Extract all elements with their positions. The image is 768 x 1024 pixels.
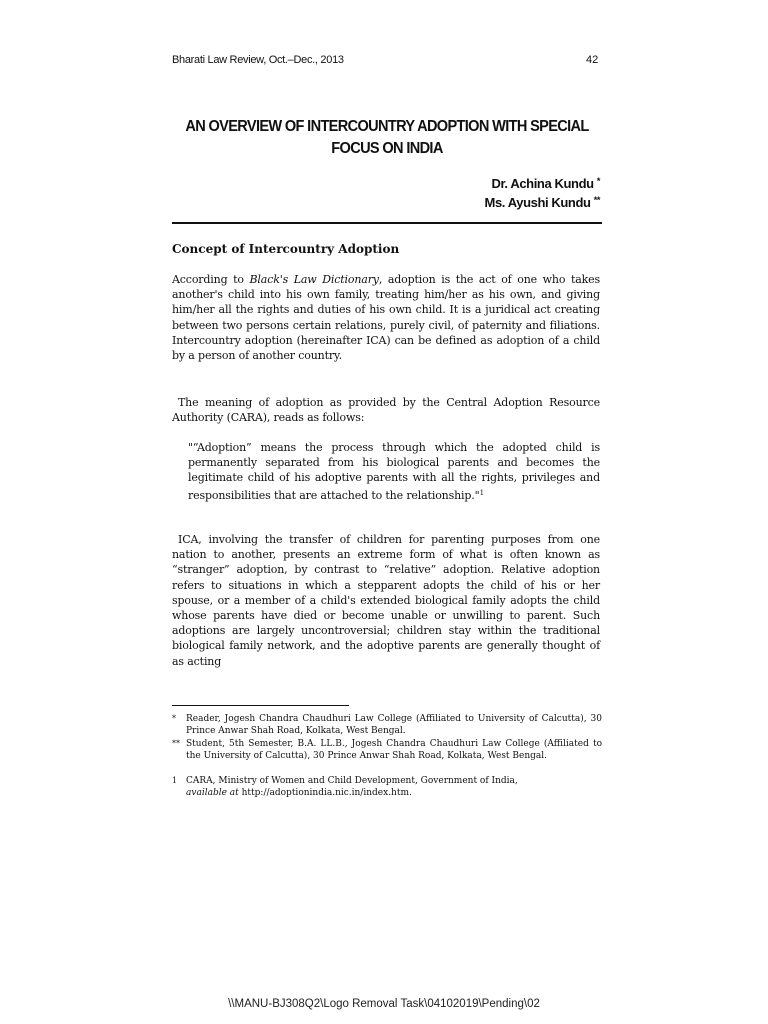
section-heading: Concept of Intercountry Adoption <box>172 242 400 256</box>
title-line-1: AN OVERVIEW OF INTERCOUNTRY ADOPTION WITH SPECIAL <box>185 118 589 135</box>
journal-header: Bharati Law Review, Oct.–Dec., 2013 <box>172 54 344 66</box>
paragraph-3: ICA, involving the transfer of children for parenting purposes from one nation to another, presents an extreme form of what is often known as “stranger” adoption, by contrast to “relative” adoption. Relative adoption refers to situations in which a stepparent adopts the child of his or her spouse, or a member of a child's extended biological family adopts the child whose parents have died or become unable or unwilling to parent. Such adoptions are largely uncontroversial; children stay within the traditional biological family network, and the adoptive parents are generally thought of as acting <box>172 533 600 668</box>
footnote-1-text: Reader, Jogesh Chandra Chaudhuri Law College (Affiliated to University of Calcutta), 30 Prince Anwar Shah Road, Kolkata, West Bengal. <box>186 714 602 736</box>
author-2-name: Ms. Ayushi Kundu <box>484 195 591 210</box>
author-1 <box>491 176 600 191</box>
author-2-mark: ** <box>593 195 600 205</box>
footnote-2-mark: ** <box>172 739 180 748</box>
article-title <box>185 116 589 160</box>
author-1-name: Dr. Achina Kundu <box>491 176 594 191</box>
paragraph-1 <box>172 272 600 363</box>
quote-text: "“Adoption” means the process through which the adopted child is permanently separated from his biological parents and becomes the legitimate child of his adoptive parents with all the rights, privileges and responsibilities that are attached to the relationship." <box>188 441 600 502</box>
title-line-2: FOCUS ON INDIA <box>331 140 443 157</box>
paragraph-2: The meaning of adoption as provided by the Central Adoption Resource Authority (CARA), reads as follows: <box>172 396 600 425</box>
author-2 <box>485 195 600 210</box>
page-number: 42 <box>586 54 599 66</box>
footnote-3-text <box>186 775 602 799</box>
footnote-2-text: Student, 5th Semester, B.A. LL.B., Jogesh Chandra Chaudhuri Law College (Affiliated to the University of Calcutta), 30 Prince Anwar Shah Road, Kolkata, West Bengal. <box>186 739 602 761</box>
footnote-3-line1: CARA, Ministry of Women and Child Development, Government of India, <box>186 776 518 786</box>
footnote-3-italic: available at <box>186 788 239 798</box>
footnote-3-url[interactable]: http://adoptionindia.nic.in/index.htm. <box>241 788 412 798</box>
file-path-footer: \\MANU-BJ308Q2\Logo Removal Task\04102019\Pending\02 <box>228 998 540 1010</box>
title-divider <box>172 222 602 224</box>
p1-post: , adoption is the act of one who takes another's child into his own family, treating him/her as his own, and giving him/her all the rights and duties of his own child. It is a juridical act creating between two persons certain relations, purely civil, of paternity and filiations. Intercountry adoption (hereinafter ICA) can be defined as adoption of a child by a person of another country. <box>172 273 600 363</box>
p1-pre: According to <box>172 273 250 286</box>
quote-footnote-ref[interactable]: 1 <box>479 488 484 497</box>
footnote-divider <box>172 705 349 706</box>
p1-italic: Black's Law Dictionary <box>249 273 379 286</box>
footnote-3-mark: 1 <box>172 776 178 785</box>
footnote-1-mark: * <box>172 714 176 723</box>
block-quote <box>188 440 600 503</box>
author-1-mark: * <box>596 176 600 186</box>
